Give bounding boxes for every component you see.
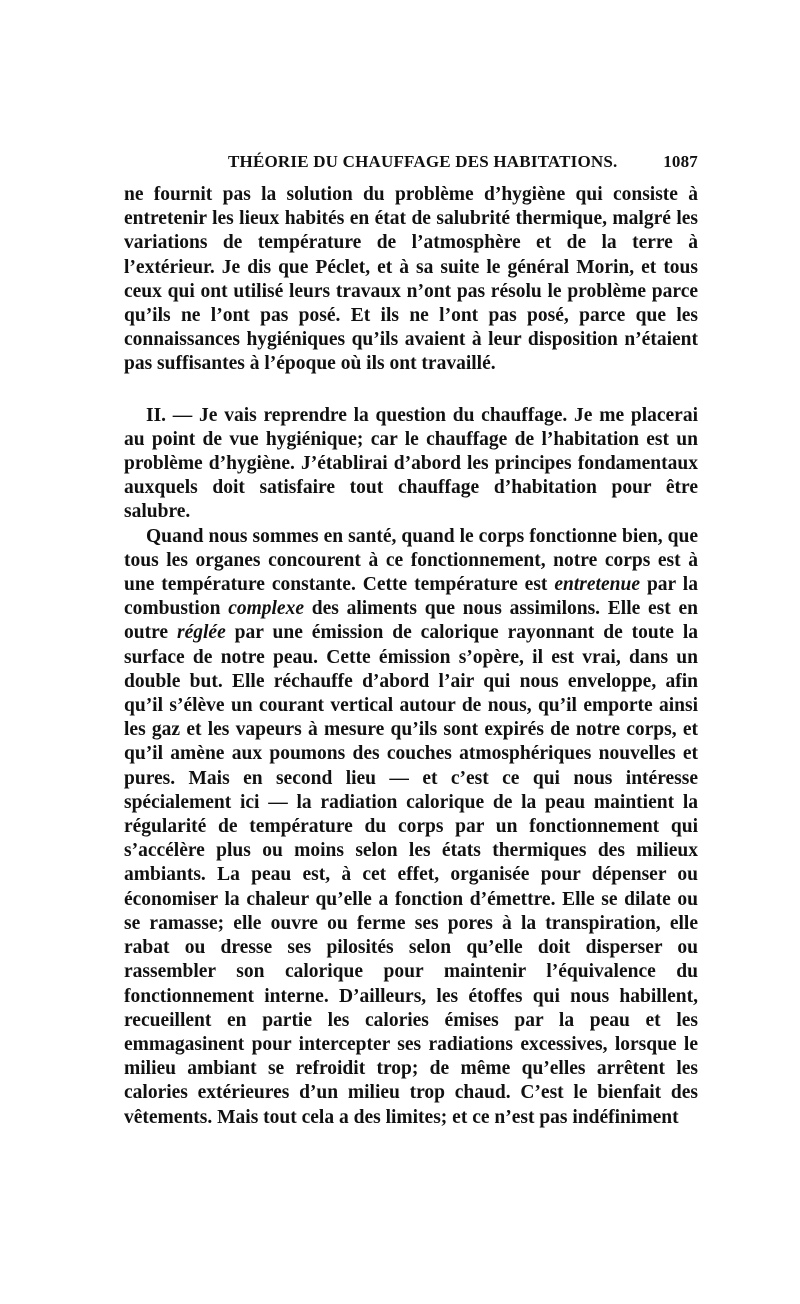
paragraph-section-ii: II. — Je vais reprendre la question du chauffage. Je me placerai au point de vue hygiénique; car le chauffage de l’habitation est un problème d’hygiène. J’établirai d’abord les principes fondamentaux auxquels doit satisfaire tout chauffage d’habitation pour être salubre. (124, 404, 698, 523)
emphasis-reglee: réglée (177, 622, 226, 644)
paragraph-body-temperature (124, 525, 698, 1130)
running-title: THÉORIE DU CHAUFFAGE DES HABITATIONS. (228, 152, 618, 171)
paragraph-continuation: ne fournit pas la solution du problème d’hygiène qui consiste à entretenir les lieux habités en état de salubrité thermique, malgré les variations de température de l’atmosphère et de la terre à l’extérieur. Je dis que Péclet, et à sa suite le général Morin, et tous ceux qui ont utilisé leurs travaux n’ont pas résolu le problème parce qu’ils ne l’ont pas posé. Et ils ne l’ont pas posé, parce que les connaissances hygiéniques qu’ils avaient à leur disposition n’étaient pas suffisantes à l’époque où ils ont travaillé. (124, 184, 698, 375)
text-run: Quand nous sommes en santé, quand le corps fonctionne bien, que tous les organes concourent à ce fonctionnement, notre corps est à une température constante. Cette température est (124, 525, 698, 596)
page-number: 1087 (663, 152, 698, 171)
body-text (124, 183, 698, 1130)
text-run: des aliments que nous assimilons. Elle est en outre (124, 598, 699, 644)
running-header (228, 152, 698, 174)
text-run: par une émission de calorique rayonnant de toute la surface de notre peau. Cette émission s’opère, il est vrai, dans un double but. Elle réchauffe d’abord l’air qui nous enveloppe, afin qu’il s’élève un courant vertical autour de nous, qu’il emporte ainsi les gaz et les vapeurs à mesure qu’ils sont expirés de notre corps, et qu’il amène aux poumons des couches atmosphériques nouvelles et pures. Mais en second lieu — et c’est ce qui nous intéresse spécialement ici — la radiation calorique de la peau maintient la régularité de température du corps par un fonctionnement qui s’accélère plus ou moins selon les états thermiques des milieux ambiants. La peau est, à cet effet, organisée pour dépenser ou économiser la chaleur qu’elle a fonction d’émettre. Elle se dilate ou se ramasse; elle ouvre ou ferme ses pores à la transpiration, elle rabat ou dresse ses pilosités selon qu’elle doit disperser ou rassembler son calorique pour maintenir l’équivalence du fonctionnement interne. D’ailleurs, les étoffes qui nous habillent, recueillent en partie les calories émises par la peau et les emmagasinent pour intercepter ses radiations excessives, lorsque le milieu ambiant se refroidit trop; de même qu’elles arrêtent les calories extérieures d’un milieu trop chaud. C’est le bienfait des vêtements. Mais tout cela a des limites; et ce n’est pas indéfiniment (124, 622, 699, 1128)
emphasis-entretenue: entretenue (554, 574, 640, 596)
emphasis-complexe: complexe (228, 598, 304, 620)
text-run: par la combustion (124, 574, 698, 620)
